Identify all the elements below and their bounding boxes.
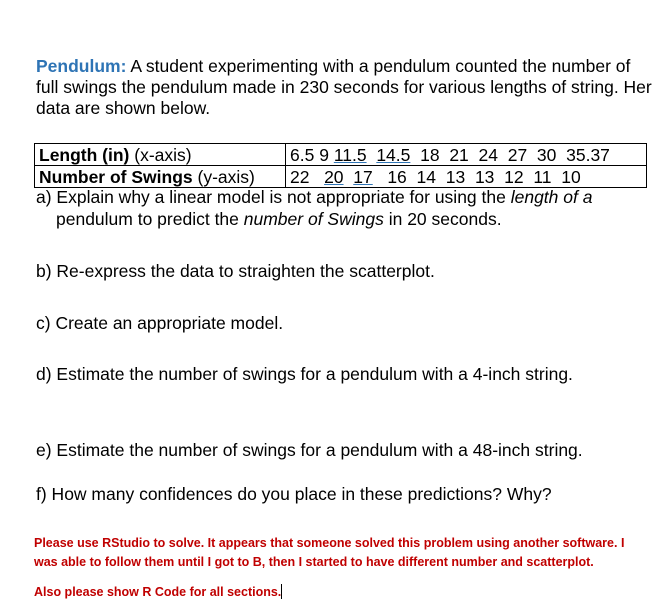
question-e: e) Estimate the number of swings for a pendulum with a 48-inch string.: [36, 440, 583, 460]
question-a-text2: pendulum to predict the: [56, 209, 244, 229]
swings-label-cell: [35, 166, 286, 188]
swings-value: 12: [504, 166, 524, 187]
question-f: f) How many confidences do you place in these predictions? Why?: [36, 484, 552, 504]
request-note-line1: Please use RStudio to solve. It appears that someone solved this problem using another software. I: [34, 536, 625, 550]
length-label: Length (in): [39, 144, 130, 165]
length-axis-note: (x-axis): [129, 144, 192, 165]
question-b: b) Re-express the data to straighten the scatterplot.: [36, 261, 435, 281]
length-value: 14.5: [376, 144, 411, 165]
swings-value: 20: [324, 166, 344, 187]
length-value: 21: [449, 144, 469, 165]
intro-paragraph: [36, 56, 656, 119]
length-value: 30: [536, 144, 557, 165]
swings-value: 16: [387, 166, 407, 187]
problem-title: Pendulum:: [36, 56, 127, 76]
length-label-cell: [35, 144, 286, 166]
swings-value: 10: [561, 166, 581, 187]
length-value: 35.37: [566, 144, 610, 165]
text-cursor: [281, 584, 282, 599]
length-value: 11.5: [333, 144, 367, 165]
swings-values-cell: [286, 166, 647, 188]
question-a-emphasis: length of a: [510, 187, 593, 207]
swings-axis-note: (y-axis): [192, 166, 255, 187]
swings-value: 17: [353, 166, 373, 187]
swings-value: 14: [416, 166, 436, 187]
swings-value: 22: [290, 166, 310, 187]
data-table: [34, 143, 647, 188]
question-a-line2: [36, 208, 592, 230]
length-value: 27: [507, 144, 528, 165]
table-row-length: [35, 144, 647, 166]
length-values-cell: [286, 144, 647, 166]
request-note-line3-wrap: [34, 584, 282, 599]
swings-value: 11: [533, 166, 552, 187]
question-a-text3: in 20 seconds.: [383, 209, 502, 229]
swings-value: 13: [474, 166, 495, 187]
length-value: 9: [319, 144, 329, 165]
question-a-text: a) Explain why a linear model is not appropriate for using the: [36, 187, 511, 207]
swings-label: Number of Swings: [39, 166, 193, 187]
question-c: c) Create an appropriate model.: [36, 313, 284, 333]
swings-value: 13: [445, 166, 466, 187]
table-row-swings: [35, 166, 647, 188]
question-d: d) Estimate the number of swings for a pendulum with a 4-inch string.: [36, 364, 573, 384]
length-value: 18: [420, 144, 440, 165]
length-value: 6.5: [290, 144, 315, 165]
request-note-line3: Also please show R Code for all sections.: [34, 585, 282, 599]
question-a: [36, 186, 592, 230]
question-a-emphasis2: number of Swings: [243, 209, 384, 229]
problem-description: A student experimenting with a pendulum counted the number of full swings the pendulum made in 230 seconds for various lengths of string. Her data are shown below.: [36, 56, 652, 118]
request-note-line2: was able to follow them until I got to B, then I started to have different number and scatterplot.: [34, 555, 594, 569]
length-value: 24: [478, 144, 498, 165]
